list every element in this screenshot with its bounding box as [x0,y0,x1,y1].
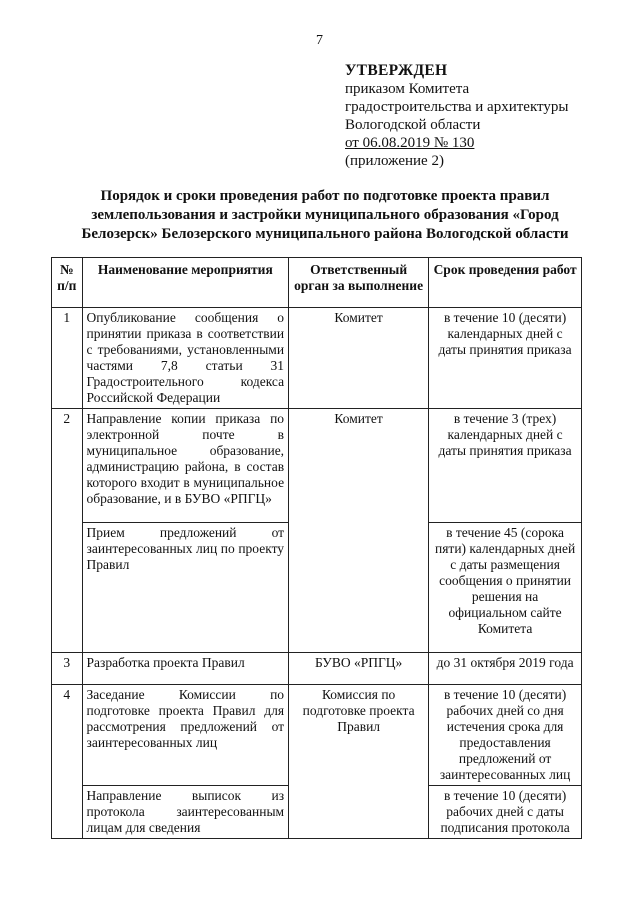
schedule-table [51,257,582,839]
table-row [52,685,582,786]
header-num: № п/п [52,258,83,308]
row-responsible: Комитет [289,409,429,653]
row-num: 3 [52,653,83,685]
row-activity: Прием предложений от заинтересованных лиц по проекту Правил [82,523,289,653]
row-responsible: БУВО «РПГЦ» [289,653,429,685]
row-activity: Направление выписок из протокола заинтересованным лицам для сведения [82,786,289,839]
approval-line: градостроительства и архитектуры [345,99,569,115]
header-term: Срок проведения работ [429,258,582,308]
row-term: в течение 10 (десяти) календарных дней с даты принятия приказа [429,308,582,409]
row-term: в течение 3 (трех) календарных дней с даты принятия приказа [429,409,582,523]
row-activity: Направление копии приказа по электронной почте в муниципальное образование, администрацию района, в состав которого входит в муниципальное образование, и в БУВО «РПГЦ» [82,409,289,523]
approval-appendix: (приложение 2) [345,153,444,169]
row-num: 2 [52,409,83,653]
approval-heading: УТВЕРЖДЕН [345,62,448,79]
row-activity: Опубликование сообщения о принятии приказа в соответствии с требованиями, установленными частями 7,8 статьи 31 Градостроительного кодекса Российской Федерации [82,308,289,409]
row-responsible: Комитет [289,308,429,409]
row-activity: Заседание Комиссии по подготовке проекта Правил для рассмотрения предложений от заинтересованных лиц [82,685,289,786]
approval-block [345,62,568,170]
table-row [52,409,582,523]
header-activity: Наименование мероприятия [82,258,289,308]
table-header-row [52,258,582,308]
table-row [52,308,582,409]
row-term: в течение 10 (десяти) рабочих дней с даты подписания протокола [429,786,582,839]
row-num: 4 [52,685,83,839]
approval-line: приказом Комитета [345,81,470,97]
row-term: в течение 45 (сорока пяти) календарных дней с даты размещения сообщения о принятии решения на официальном сайте Комитета [429,523,582,653]
row-term: до 31 октября 2019 года [429,653,582,685]
page-number: 7 [316,33,323,48]
row-responsible: Комиссия по подготовке проекта Правил [289,685,429,839]
row-num: 1 [52,308,83,409]
document-title: Порядок и сроки проведения работ по подготовке проекта правил землепользования и застройки муниципального образования «Город Белозерск» Белозерского муниципального района Вологодской области [81,188,569,242]
table-row [52,653,582,685]
row-activity: Разработка проекта Правил [82,653,289,685]
approval-line: Вологодской области [345,117,481,133]
approval-date: от 06.08.2019 № 130 [345,135,475,151]
header-responsible: Ответственный орган за выполнение [289,258,429,308]
row-term: в течение 10 (десяти) рабочих дней со дня истечения срока для предоставления предложений от заинтересованных лиц [429,685,582,786]
